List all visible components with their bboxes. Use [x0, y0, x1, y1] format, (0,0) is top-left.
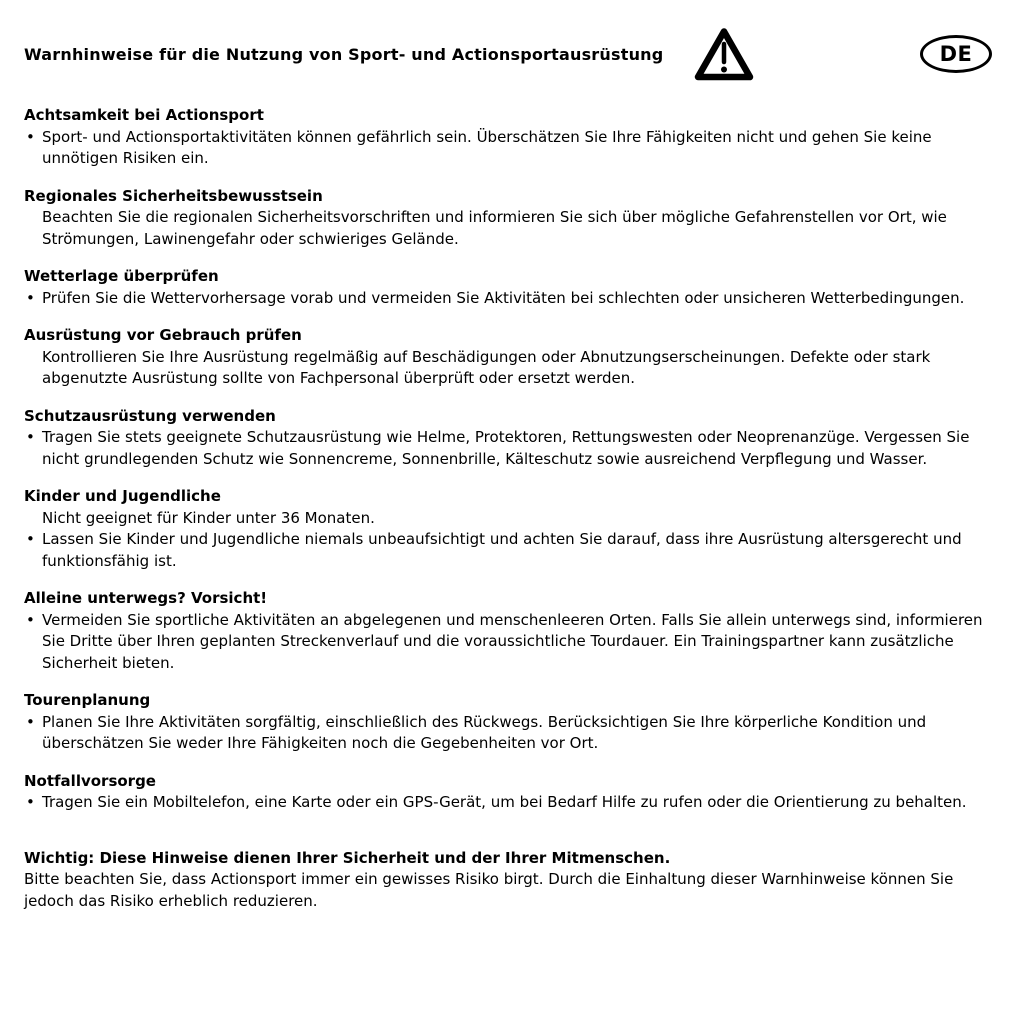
bullet-item: • Planen Sie Ihre Aktivitäten sorgfältig, einschließlich des Rückwegs. Berücksichtigen Sie Ihre körperliche Kondition und überschätzen Sie weder Ihre Fähigkeiten noch die Gegebenheiten vor Ort.: [24, 712, 1000, 755]
section-heading: Alleine unterwegs? Vorsicht!: [24, 589, 268, 607]
section-regionales-sicherheitsbewusstsein: [24, 186, 1002, 251]
bullet-item: • Lassen Sie Kinder und Jugendliche niemals unbeaufsichtigt und achten Sie darauf, dass ihre Ausrüstung altersgerecht und funktionsfähig ist.: [24, 529, 1000, 572]
section-heading: Achtsamkeit bei Actionsport: [24, 106, 264, 124]
section-heading: Regionales Sicherheitsbewusstsein: [24, 186, 323, 205]
section-heading: Ausrüstung vor Gebrauch prüfen: [24, 326, 302, 344]
important-note-heading: Wichtig: Diese Hinweise dienen Ihrer Sicherheit und der Ihrer Mitmenschen.: [24, 848, 671, 867]
section-heading: Tourenplanung: [24, 691, 151, 709]
page-title: Warnhinweise für die Nutzung von Sport- und Actionsportausrüstung: [24, 45, 664, 64]
section-alleine-unterwegs: [24, 588, 1002, 674]
section-wetterlage: [24, 266, 1002, 309]
section-heading: Notfallvorsorge: [24, 771, 156, 790]
section-schutzausruestung: [24, 406, 1002, 471]
document-header: [24, 44, 1002, 66]
bullet-item: • Prüfen Sie die Wettervorhersage vorab und vermeiden Sie Aktivitäten bei schlechten oder unsicheren Wetterbedingungen.: [24, 288, 1000, 310]
warning-triangle-icon: [693, 24, 755, 84]
section-heading: Wetterlage überprüfen: [24, 267, 219, 285]
bullet-item: • Tragen Sie ein Mobiltelefon, eine Karte oder ein GPS-Gerät, um bei Bedarf Hilfe zu rufen oder die Orientierung zu behalten.: [24, 792, 1000, 814]
indent-item: Nicht geeignet für Kinder unter 36 Monaten.: [42, 508, 375, 527]
important-note-text: Bitte beachten Sie, dass Actionsport immer ein gewisses Risiko birgt. Durch die Einhaltung dieser Warnhinweise können Sie jedoch das Risiko erheblich reduzieren.: [24, 870, 954, 910]
section-achtsamkeit: [24, 105, 1002, 170]
section-ausruestung-pruefen: [24, 325, 1002, 390]
indent-item: Kontrollieren Sie Ihre Ausrüstung regelmäßig auf Beschädigungen oder Abnutzungserscheinungen. Defekte oder stark abgenutzte Ausrüstung sollte von Fachpersonal überprüft oder ersetzt werden.: [42, 347, 931, 387]
bullet-item: • Vermeiden Sie sportliche Aktivitäten an abgelegenen und menschenleeren Orten. Falls Sie allein unterwegs sind, informieren Sie Dritte über Ihren geplanten Streckenverlauf und die voraussichtliche Tourdauer. Ein Trainingspartner kann zusätzliche Sicherheit bieten.: [24, 610, 1000, 675]
warnings-list: [24, 105, 1002, 814]
section-kinder-jugendliche: [24, 486, 1002, 572]
bullet-item: • Tragen Sie stets geeignete Schutzausrüstung wie Helme, Protektoren, Rettungswesten oder Neoprenanzüge. Vergessen Sie nicht grundlegenden Schutz wie Sonnencreme, Sonnenbrille, Kälteschutz sowie ausreichend Verpflegung und Wasser.: [24, 427, 1000, 470]
section-heading: Schutzausrüstung verwenden: [24, 406, 276, 425]
indent-item: Beachten Sie die regionalen Sicherheitsvorschriften und informieren Sie sich über mögliche Gefahrenstellen vor Ort, wie Strömungen, Lawinengefahr oder schwieriges Gelände.: [42, 208, 947, 248]
language-badge-label: DE: [939, 42, 973, 66]
section-notfallvorsorge: [24, 771, 1002, 814]
section-tourenplanung: [24, 690, 1002, 755]
important-note: [24, 848, 1002, 913]
language-badge: [920, 35, 992, 73]
bullet-item: • Sport- und Actionsportaktivitäten können gefährlich sein. Überschätzen Sie Ihre Fähigkeiten nicht und gehen Sie keine unnötigen Risiken ein.: [24, 127, 1000, 170]
section-heading: Kinder und Jugendliche: [24, 487, 221, 505]
